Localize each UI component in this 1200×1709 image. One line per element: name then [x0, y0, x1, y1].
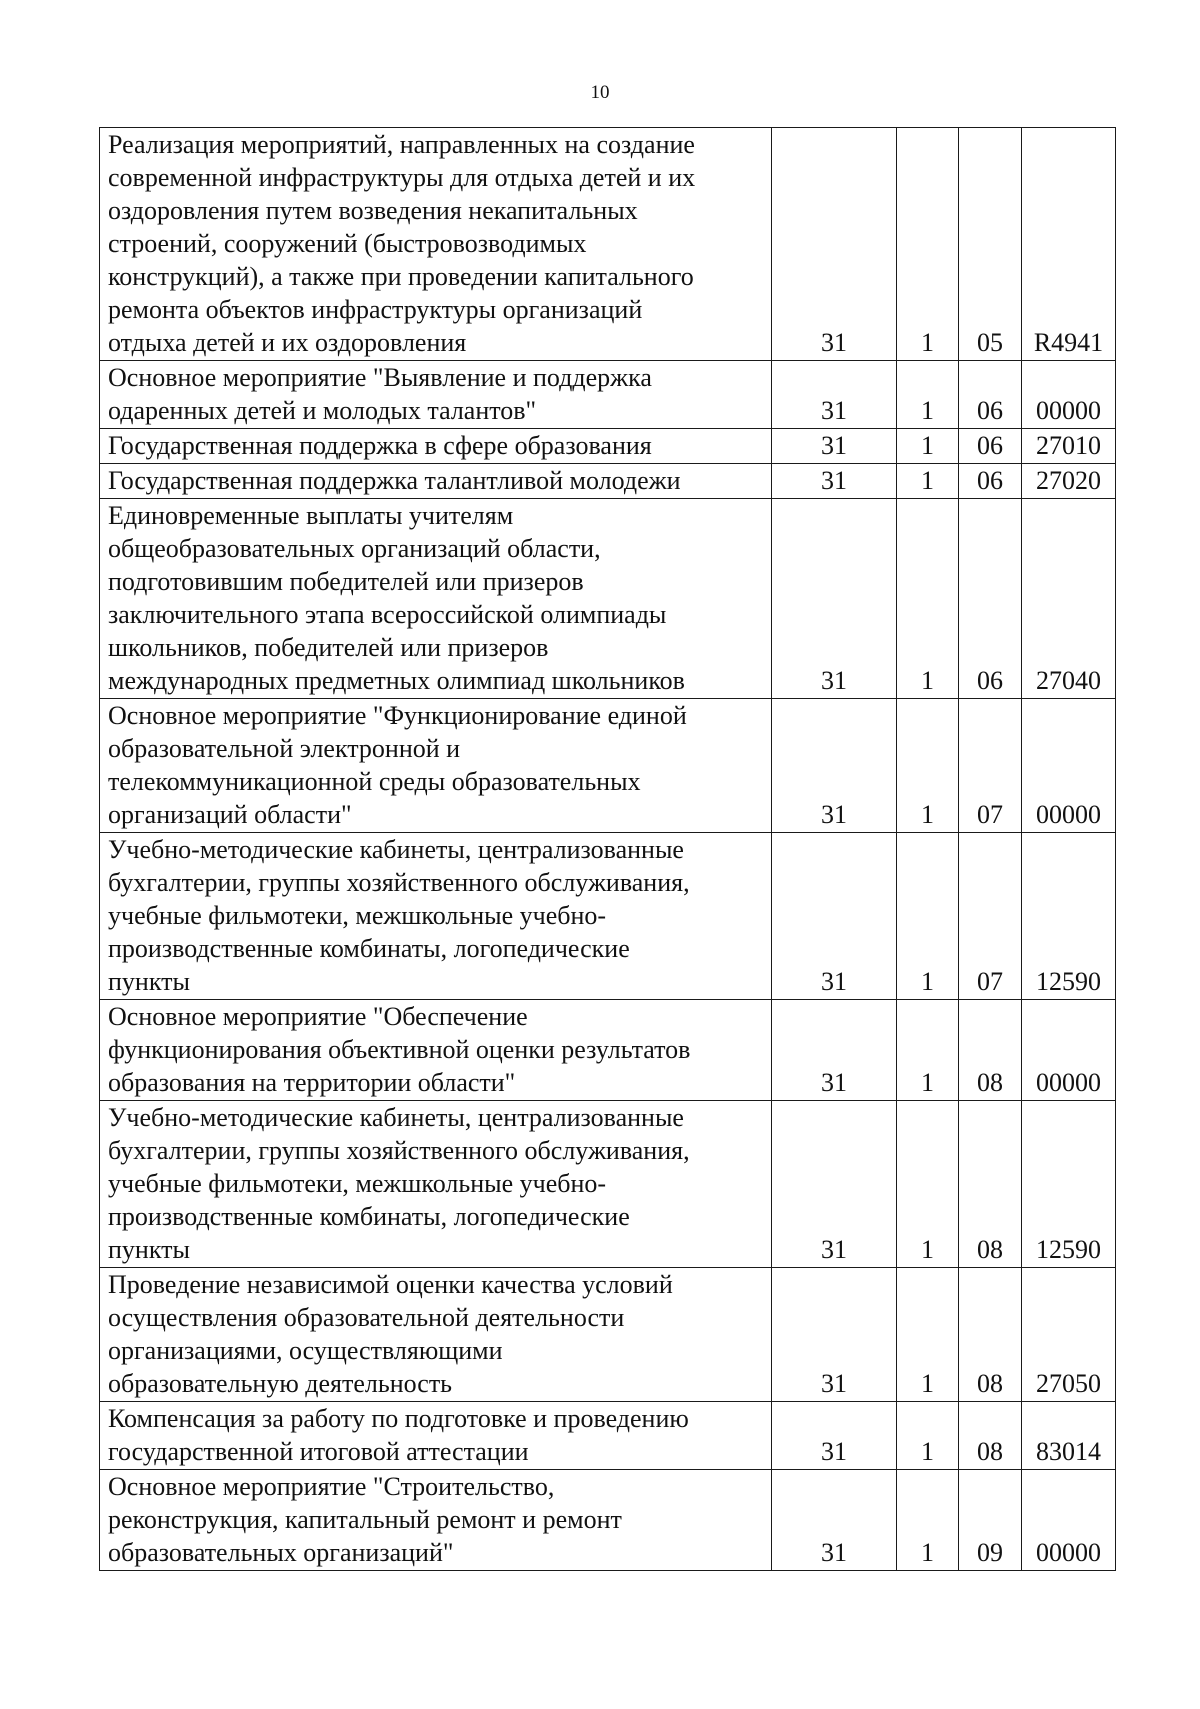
table-row: [100, 1101, 1116, 1268]
description-line: Основное мероприятие "Строительство,: [108, 1472, 555, 1501]
program-code: 31: [772, 429, 897, 464]
description-line: Основное мероприятие "Выявление и поддержка: [108, 363, 652, 392]
description-line: осуществления образовательной деятельности: [108, 1303, 625, 1332]
description-line: образовательных организаций": [108, 1538, 454, 1567]
row-description: [100, 464, 772, 499]
description-line: школьников, победителей или призеров: [108, 633, 549, 662]
description-line: организаций области": [108, 800, 352, 829]
table-row: [100, 464, 1116, 499]
description-line: заключительного этапа всероссийской олимпиады: [108, 600, 667, 629]
budget-classification-table: [99, 127, 1116, 1571]
direction-code: 27050: [1022, 1268, 1116, 1402]
main-event-code: 06: [959, 464, 1022, 499]
description-line: Государственная поддержка талантливой молодежи: [108, 466, 681, 495]
description-line: подготовившим победителей или призеров: [108, 567, 584, 596]
main-event-code: 09: [959, 1470, 1022, 1571]
direction-code: 12590: [1022, 1101, 1116, 1268]
row-description: [100, 1268, 772, 1402]
program-code: 31: [772, 361, 897, 429]
table-row: [100, 1268, 1116, 1402]
table-row: [100, 833, 1116, 1000]
description-line: бухгалтерии, группы хозяйственного обслуживания,: [108, 868, 690, 897]
direction-code: R4941: [1022, 128, 1116, 361]
program-code: 31: [772, 1000, 897, 1101]
description-line: оздоровления путем возведения некапитальных: [108, 196, 638, 225]
subprogram-code: 1: [897, 128, 959, 361]
direction-code: 00000: [1022, 361, 1116, 429]
row-description: [100, 1470, 772, 1571]
subprogram-code: 1: [897, 361, 959, 429]
row-description: [100, 361, 772, 429]
main-event-code: 08: [959, 1000, 1022, 1101]
program-code: 31: [772, 464, 897, 499]
main-event-code: 06: [959, 429, 1022, 464]
subprogram-code: 1: [897, 1101, 959, 1268]
description-line: конструкций), а также при проведении капитального: [108, 262, 694, 291]
row-description: [100, 128, 772, 361]
description-line: международных предметных олимпиад школьников: [108, 666, 685, 695]
table-row: [100, 128, 1116, 361]
subprogram-code: 1: [897, 1268, 959, 1402]
description-line: отдыха детей и их оздоровления: [108, 328, 467, 357]
description-line: Учебно-методические кабинеты, централизованные: [108, 1103, 684, 1132]
row-description: [100, 699, 772, 833]
description-line: функционирования объективной оценки результатов: [108, 1035, 691, 1064]
table-row: [100, 361, 1116, 429]
description-line: образования на территории области": [108, 1068, 516, 1097]
description-line: государственной итоговой аттестации: [108, 1437, 529, 1466]
description-line: реконструкция, капитальный ремонт и ремонт: [108, 1505, 622, 1534]
description-line: ремонта объектов инфраструктуры организаций: [108, 295, 643, 324]
description-line: образовательной электронной и: [108, 734, 461, 763]
subprogram-code: 1: [897, 1402, 959, 1470]
description-line: общеобразовательных организаций области,: [108, 534, 601, 563]
description-line: Основное мероприятие "Обеспечение: [108, 1002, 528, 1031]
subprogram-code: 1: [897, 833, 959, 1000]
row-description: [100, 429, 772, 464]
direction-code: 00000: [1022, 1000, 1116, 1101]
main-event-code: 08: [959, 1268, 1022, 1402]
description-line: производственные комбинаты, логопедические: [108, 934, 630, 963]
table-body: [100, 128, 1116, 1571]
description-line: Государственная поддержка в сфере образования: [108, 431, 652, 460]
description-line: производственные комбинаты, логопедические: [108, 1202, 630, 1231]
main-event-code: 06: [959, 499, 1022, 699]
program-code: 31: [772, 833, 897, 1000]
main-event-code: 06: [959, 361, 1022, 429]
row-description: [100, 1101, 772, 1268]
direction-code: 27020: [1022, 464, 1116, 499]
description-line: одаренных детей и молодых талантов": [108, 396, 537, 425]
description-line: учебные фильмотеки, межшкольные учебно-: [108, 901, 607, 930]
direction-code: 00000: [1022, 699, 1116, 833]
main-event-code: 07: [959, 833, 1022, 1000]
subprogram-code: 1: [897, 1470, 959, 1571]
description-line: телекоммуникационной среды образовательных: [108, 767, 641, 796]
direction-code: 27040: [1022, 499, 1116, 699]
main-event-code: 08: [959, 1402, 1022, 1470]
table-row: [100, 1000, 1116, 1101]
direction-code: 27010: [1022, 429, 1116, 464]
table-row: [100, 429, 1116, 464]
description-line: образовательную деятельность: [108, 1369, 453, 1398]
main-event-code: 05: [959, 128, 1022, 361]
subprogram-code: 1: [897, 429, 959, 464]
table-row: [100, 699, 1116, 833]
description-line: пункты: [108, 1235, 190, 1264]
row-description: [100, 833, 772, 1000]
direction-code: 12590: [1022, 833, 1116, 1000]
table-row: [100, 499, 1116, 699]
program-code: 31: [772, 699, 897, 833]
subprogram-code: 1: [897, 699, 959, 833]
description-line: Реализация мероприятий, направленных на создание: [108, 130, 695, 159]
subprogram-code: 1: [897, 1000, 959, 1101]
description-line: Единовременные выплаты учителям: [108, 501, 514, 530]
table-row: [100, 1470, 1116, 1571]
program-code: 31: [772, 1402, 897, 1470]
table-row: [100, 1402, 1116, 1470]
direction-code: 00000: [1022, 1470, 1116, 1571]
description-line: современной инфраструктуры для отдыха детей и их: [108, 163, 696, 192]
row-description: [100, 1000, 772, 1101]
row-description: [100, 499, 772, 699]
program-code: 31: [772, 499, 897, 699]
description-line: строений, сооружений (быстровозводимых: [108, 229, 587, 258]
direction-code: 83014: [1022, 1402, 1116, 1470]
description-line: Компенсация за работу по подготовке и проведению: [108, 1404, 689, 1433]
description-line: Проведение независимой оценки качества условий: [108, 1270, 673, 1299]
description-line: пункты: [108, 967, 190, 996]
description-line: организациями, осуществляющими: [108, 1336, 503, 1365]
main-event-code: 08: [959, 1101, 1022, 1268]
program-code: 31: [772, 1268, 897, 1402]
program-code: 31: [772, 1101, 897, 1268]
main-event-code: 07: [959, 699, 1022, 833]
description-line: Учебно-методические кабинеты, централизованные: [108, 835, 684, 864]
description-line: учебные фильмотеки, межшкольные учебно-: [108, 1169, 607, 1198]
page-number: 10: [590, 82, 610, 103]
program-code: 31: [772, 128, 897, 361]
subprogram-code: 1: [897, 464, 959, 499]
description-line: Основное мероприятие "Функционирование единой: [108, 701, 687, 730]
program-code: 31: [772, 1470, 897, 1571]
subprogram-code: 1: [897, 499, 959, 699]
row-description: [100, 1402, 772, 1470]
description-line: бухгалтерии, группы хозяйственного обслуживания,: [108, 1136, 690, 1165]
